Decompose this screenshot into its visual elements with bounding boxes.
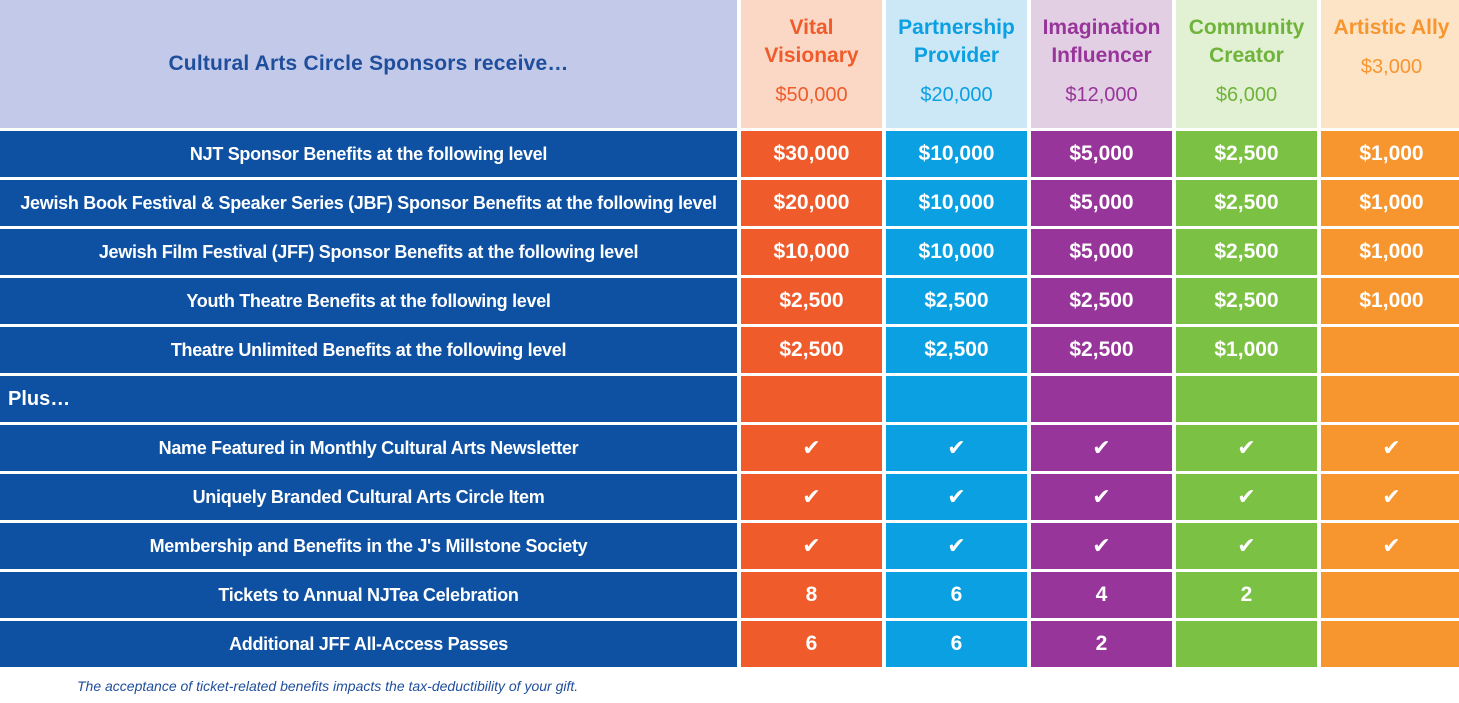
row-label: Youth Theatre Benefits at the following level [0,278,737,324]
tax-footnote: The acceptance of ticket-related benefits impacts the tax-deductibility of your gift. [77,678,579,694]
check-icon: ✔ [741,425,882,471]
row-label: Jewish Film Festival (JFF) Sponsor Benefits at the following level [0,229,737,275]
tier-header-vital-visionary [741,0,882,128]
benefit-value: 2 [1176,572,1317,618]
tier-header-imagination-influencer [1031,0,1172,128]
tier-amount: $6,000 [1215,84,1278,106]
check-icon: ✔ [886,523,1027,569]
plus-section-label: Plus… [0,376,737,422]
benefit-value: $2,500 [1031,327,1172,373]
check-icon: ✔ [741,523,882,569]
tier-name: Partnership Provider [898,16,1015,67]
row-label: Name Featured in Monthly Cultural Arts Newsletter [0,425,737,471]
benefit-value: $2,500 [1176,278,1317,324]
check-icon: ✔ [741,474,882,520]
benefit-value: $5,000 [1031,180,1172,226]
benefit-value: $1,000 [1176,327,1317,373]
table-title: Cultural Arts Circle Sponsors receive… [0,0,737,128]
benefit-value: 6 [886,572,1027,618]
benefit-value: 2 [1031,621,1172,667]
benefit-value: $2,500 [1176,131,1317,177]
benefit-value: $2,500 [1031,278,1172,324]
benefit-value: $1,000 [1321,229,1459,275]
benefit-value: $10,000 [886,180,1027,226]
empty-cell [1176,376,1317,422]
row-label: Jewish Book Festival & Speaker Series (JBF) Sponsor Benefits at the following level [0,180,737,226]
benefit-value: $20,000 [741,180,882,226]
benefit-value: 8 [741,572,882,618]
tier-amount: $3,000 [1360,56,1423,78]
check-icon: ✔ [1321,523,1459,569]
benefit-value [1321,572,1459,618]
tier-name: Artistic Ally [1333,16,1450,39]
check-icon: ✔ [1031,425,1172,471]
check-icon: ✔ [1176,474,1317,520]
benefit-value: $2,500 [1176,229,1317,275]
tier-header-community-creator [1176,0,1317,128]
tier-header-partnership-provider [886,0,1027,128]
check-icon: ✔ [1031,523,1172,569]
tier-name: Imagination Influencer [1042,16,1161,67]
benefit-value: 6 [886,621,1027,667]
tier-amount: $50,000 [775,84,848,106]
benefit-value: 4 [1031,572,1172,618]
empty-cell [886,376,1027,422]
benefit-value: $5,000 [1031,229,1172,275]
empty-cell [741,376,882,422]
benefit-value: $2,500 [741,327,882,373]
row-label: Membership and Benefits in the J's Millstone Society [0,523,737,569]
check-icon: ✔ [1321,425,1459,471]
check-icon: ✔ [886,425,1027,471]
check-icon: ✔ [1031,474,1172,520]
benefit-value [1321,621,1459,667]
row-label: Additional JFF All-Access Passes [0,621,737,667]
empty-cell [1321,376,1459,422]
empty-cell [1031,376,1172,422]
benefit-value: $1,000 [1321,180,1459,226]
benefit-value: $2,500 [886,278,1027,324]
tier-amount: $12,000 [1065,84,1138,106]
tier-name: Vital Visionary [764,16,859,67]
check-icon: ✔ [1321,474,1459,520]
benefit-value: $2,500 [1176,180,1317,226]
benefit-value: 6 [741,621,882,667]
benefit-value: $5,000 [1031,131,1172,177]
row-label: Tickets to Annual NJTea Celebration [0,572,737,618]
benefit-value: $1,000 [1321,278,1459,324]
row-label: Theatre Unlimited Benefits at the following level [0,327,737,373]
benefit-value: $2,500 [741,278,882,324]
row-label: Uniquely Branded Cultural Arts Circle Item [0,474,737,520]
check-icon: ✔ [1176,425,1317,471]
benefit-value: $2,500 [886,327,1027,373]
check-icon: ✔ [1176,523,1317,569]
tier-name: Community Creator [1188,16,1305,67]
tier-header-artistic-ally [1321,0,1459,128]
row-label: NJT Sponsor Benefits at the following level [0,131,737,177]
benefit-value [1176,621,1317,667]
benefit-value: $30,000 [741,131,882,177]
benefit-value: $10,000 [741,229,882,275]
benefit-value: $10,000 [886,229,1027,275]
benefit-value: $10,000 [886,131,1027,177]
tier-amount: $20,000 [920,84,993,106]
benefit-value: $1,000 [1321,131,1459,177]
check-icon: ✔ [886,474,1027,520]
benefit-value [1321,327,1459,373]
